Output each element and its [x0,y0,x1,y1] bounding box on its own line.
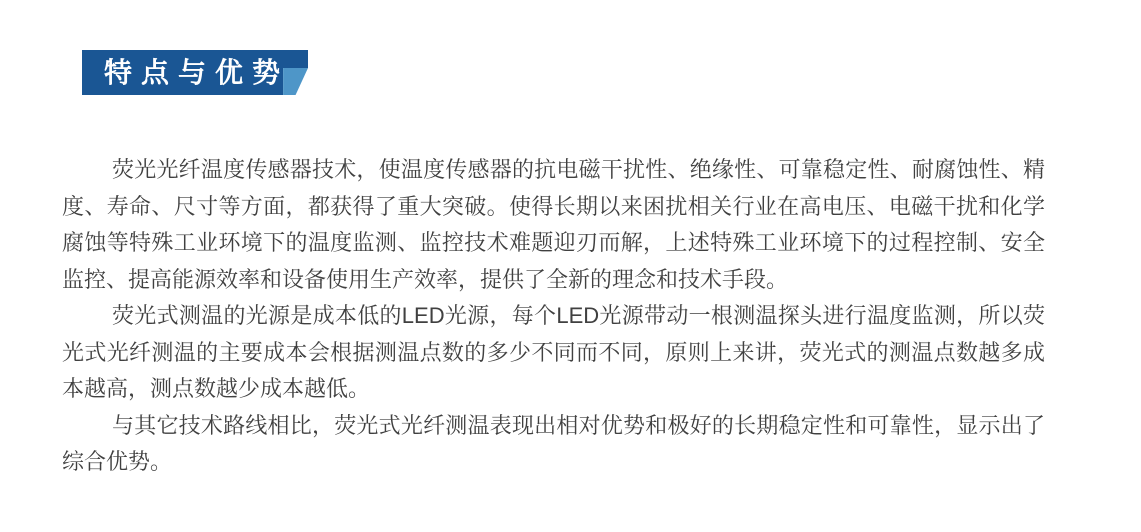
paragraph: 与其它技术路线相比，荧光式光纤测温表现出相对优势和极好的长期稳定性和可靠性，显示出了综合优势。 [62,412,1045,474]
paragraph: 荧光式测温的光源是成本低的LED光源，每个LED光源带动一根测温探头进行温度监测，所以荧光式光纤测温的主要成本会根据测温点数的多少不同而不同，原则上来讲，荧光式的测温点数越多成本越高，测点数越少成本越低。 [62,303,1045,401]
paragraph: 荧光光纤温度传感器技术，使温度传感器的抗电磁干扰性、绝缘性、可靠稳定性、耐腐蚀性、精度、寿命、尺寸等方面，都获得了重大突破。使得长期以来困扰相关行业在高电压、电磁干扰和化学腐蚀等特殊工业环境下的温度监测、监控技术难题迎刃而解，上述特殊工业环境下的过程控制、安全监控、提高能源效率和设备使用生产效率，提供了全新的理念和技术手段。 [62,157,1045,292]
section-title: 特点与优势 [104,57,290,88]
body-text [62,152,1045,481]
section-header-banner [82,50,308,95]
